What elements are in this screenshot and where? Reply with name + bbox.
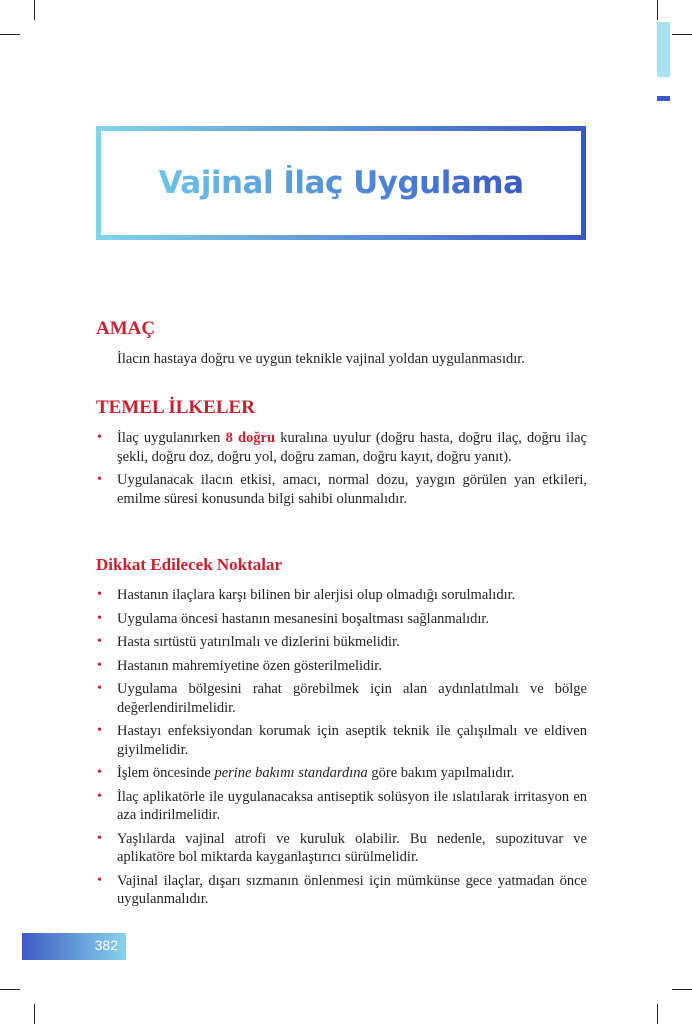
bullet-icon: • <box>97 657 102 673</box>
list-item: • Hasta sırtüstü yatırılmalı ve dizlerini bükmelidir. <box>97 634 400 650</box>
crop-mark <box>0 34 20 35</box>
crop-mark <box>657 1004 658 1024</box>
crop-mark <box>657 0 658 20</box>
list-item: • İlaç aplikatörle ile uygulanacaksa antiseptik solüsyon ile ıslatılarak irritasyon en aza indirilmelidir. <box>97 788 587 823</box>
crop-mark <box>672 34 692 35</box>
bullet-icon: • <box>97 872 102 888</box>
list-item: • Vajinal ilaçlar, dışarı sızmanın önlenmesi için mümkünse gece yatmadan önce uygulanmalıdır. <box>97 872 587 907</box>
amac-text: İlacın hastaya doğru ve uygun teknikle vajinal yoldan uygulanmasıdır. <box>117 351 525 367</box>
bullet-icon: • <box>97 430 102 445</box>
crop-mark <box>672 989 692 990</box>
crop-mark <box>34 0 35 20</box>
bullet-icon: • <box>97 634 102 649</box>
list-item: • Hastayı enfeksiyondan korumak için aseptik teknik ile çalışılmalı ve eldiven giyilmelidir. <box>97 723 587 758</box>
list-item: • İşlem öncesinde perine bakımı standardına göre bakım yapılmalıdır. <box>97 765 515 781</box>
temel-list <box>96 429 587 513</box>
list-item: • Hastanın ilaçlara karşı bilinen bir alerjisi olup olmadığı sorulmalıdır. <box>97 587 516 603</box>
list-item: • Yaşlılarda vajinal atrofi ve kuruluk olabilir. Bu nedenle, supozituvar ve aplikatöre bol miktarda kayganlaştırıcı sürülmelidir. <box>97 830 587 865</box>
crop-mark <box>34 1004 35 1024</box>
page-number: 382 <box>94 937 118 953</box>
bullet-icon: • <box>97 472 102 487</box>
bullet-icon: • <box>97 587 102 602</box>
bullet-icon: • <box>97 610 102 626</box>
perine-standard-ref: perine bakımı standardına <box>214 765 368 781</box>
amac-heading: AMAÇ <box>96 318 156 339</box>
section-tab-dash <box>657 96 670 101</box>
bullet-icon: • <box>97 788 102 804</box>
page-title: Vajinal İlaç Uygulama <box>158 165 524 201</box>
section-tab-marker <box>657 22 670 77</box>
temel-heading: TEMEL İLKELER <box>96 397 255 418</box>
dikkat-list <box>96 586 587 914</box>
title-box <box>101 131 581 235</box>
bullet-icon: • <box>97 681 102 696</box>
list-item: • Uygulanacak ilacın etkisi, amacı, normal dozu, yaygın görülen yan etkileri, emilme süresi konusunda bilgi sahibi olunmalıdır. <box>97 472 587 507</box>
dikkat-heading: Dikkat Edilecek Noktalar <box>96 555 283 574</box>
list-item: • İlaç uygulanırken 8 doğru kuralına uyulur (doğru hasta, doğru ilaç, doğru ilaç şekli, doğru doz, doğru yol, doğru zaman, doğru kayıt, doğru yanıt). <box>97 430 587 465</box>
bullet-icon: • <box>97 723 102 738</box>
title-frame <box>96 126 586 240</box>
bullet-icon: • <box>97 765 102 780</box>
list-item: • Uygulama bölgesini rahat görebilmek için alan aydınlatılmalı ve bölge değerlendirilmelidir. <box>97 681 587 716</box>
highlight-8-dogru: 8 doğru <box>225 430 276 446</box>
page-number-bar <box>22 933 126 960</box>
bullet-icon: • <box>97 830 102 846</box>
crop-mark <box>0 989 20 990</box>
list-item: • Uygulama öncesi hastanın mesanesini boşaltması sağlanmalıdır. <box>97 610 490 627</box>
list-item: • Hastanın mahremiyetine özen gösterilmelidir. <box>97 657 382 674</box>
